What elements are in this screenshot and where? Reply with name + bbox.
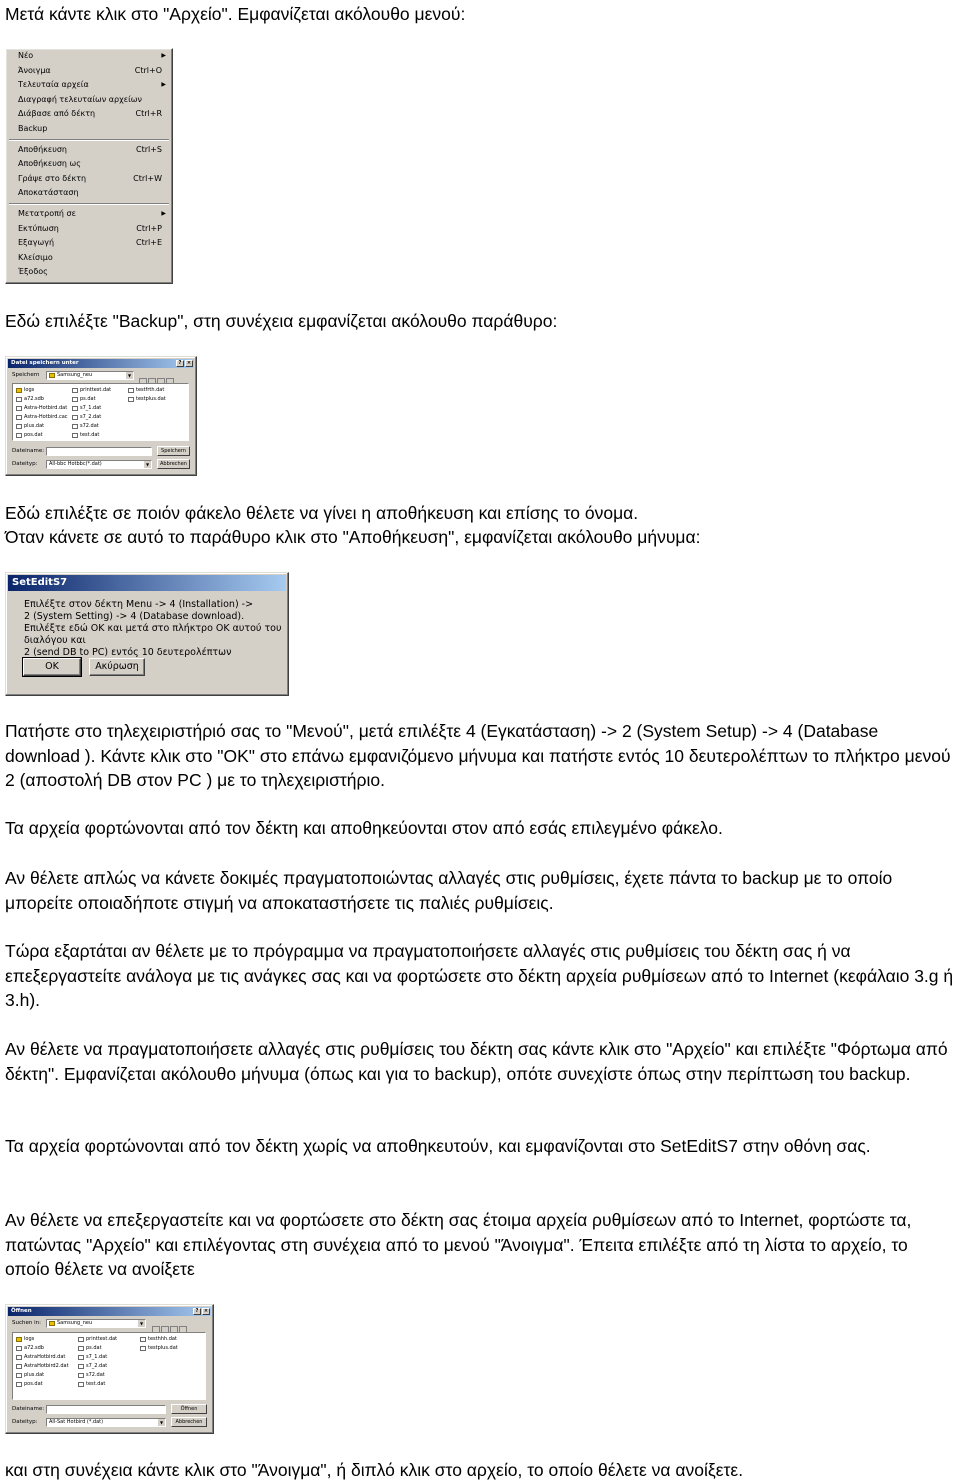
file-icon [16, 1364, 22, 1369]
paragraph-internet-files: Αν θέλετε να επεξεργαστείτε και να φορτώσετε στο δέκτη σας έτοιμα αρχεία ρυθμίσεων από το Internet, φορτώστε τα, πατώντας "Αρχείο" και επιλέγοντας στη συνέχεια από το μενού "Άνοιγμα". Έπειτα επιλέξτε από τη λίστα το αρχείο, το οποίο θέλετε να ανοίξετε [5, 1210, 912, 1279]
menu-item-label: Εξαγωγή [18, 238, 55, 248]
menu-item-label: Έξοδος [18, 267, 48, 277]
menu-item-label: Άνοιγμα [18, 65, 51, 75]
menu-item[interactable] [6, 207, 172, 222]
paragraph-choose-folder: Εδώ επιλέξτε σε ποιόν φάκελο θέλετε να γίνει η αποθήκευση και επίσης το όνομα. [5, 503, 639, 523]
paragraph-files-shown: Τα αρχεία φορτώνονται από τον δέκτη χωρίς να αποθηκευτούν, και εμφανίζονται στο SetEditS7 στην οθόνη σας. [5, 1136, 871, 1156]
file-item[interactable] [15, 422, 68, 431]
file-column [15, 386, 68, 440]
file-name: s72.dat [86, 1372, 105, 1378]
file-icon [16, 1382, 22, 1387]
file-name: testfrth.dat [136, 387, 165, 393]
file-item[interactable] [77, 1335, 117, 1344]
file-icon [16, 1373, 22, 1378]
message-box-title: SetEditS7 [12, 577, 68, 588]
folder-icon [16, 1337, 22, 1342]
submenu-arrow-icon: ▶ [161, 52, 166, 59]
menu-item[interactable] [6, 93, 172, 108]
file-icon [72, 433, 78, 438]
file-item[interactable] [77, 1380, 117, 1389]
menu-item-label: Διαγραφή τελευταίων αρχείων [18, 94, 142, 104]
file-icon [78, 1373, 84, 1378]
save-in-combo[interactable] [46, 371, 134, 380]
file-item[interactable] [77, 1362, 117, 1371]
file-name: Astra-Hotbird.cac [24, 414, 68, 420]
save-button[interactable]: Speichern [157, 446, 190, 456]
file-column [71, 386, 111, 440]
filename-label: Dateiname: [12, 448, 45, 454]
paragraph-files-loaded: Τα αρχεία φορτώνονται από τον δέκτη και αποθηκεύονται στον από εσάς επιλεγμένο φάκελο. [5, 818, 723, 838]
menu-item-label: Αποθήκευση [18, 144, 67, 154]
save-in-folder: Samsung_neu [57, 372, 93, 378]
close-icon[interactable]: × [186, 360, 192, 366]
file-item[interactable] [15, 395, 68, 404]
file-icon [16, 415, 22, 420]
file-icon [78, 1364, 84, 1369]
file-item[interactable] [77, 1371, 117, 1380]
menu-item[interactable] [6, 143, 172, 158]
file-name: AstraHotbird.dat [24, 1354, 66, 1360]
file-name: logs [24, 387, 35, 393]
file-icon [78, 1355, 84, 1360]
file-item[interactable] [127, 386, 166, 395]
file-item[interactable] [139, 1344, 178, 1353]
file-name: s7_1.dat [80, 405, 102, 411]
file-name: test.dat [80, 432, 100, 438]
help-icon[interactable]: ? [176, 360, 184, 367]
chevron-down-icon: ▼ [159, 1420, 164, 1425]
menu-item[interactable] [6, 222, 172, 237]
file-name: testplus.dat [136, 396, 166, 402]
file-name: AstraHotbird2.dat [24, 1363, 69, 1369]
file-item[interactable] [71, 431, 111, 440]
file-item[interactable] [15, 1362, 69, 1371]
open-dialog-titlebar [8, 1307, 211, 1316]
file-name: s7_2.dat [80, 414, 102, 420]
file-icon [16, 397, 22, 402]
menu-item-label: Εκτύπωση [18, 223, 59, 233]
filename-input[interactable] [46, 447, 152, 456]
file-name: logs [24, 1336, 35, 1342]
paragraph-backup: Εδώ επιλέξτε "Backup", στη συνέχεια εμφανίζεται ακόλουθο παράθυρο: [5, 311, 558, 331]
message-box-titlebar [8, 575, 286, 591]
file-name: test.dat [86, 1381, 106, 1387]
file-icon [16, 1346, 22, 1351]
chevron-down-icon: ▼ [145, 462, 150, 467]
file-item[interactable] [15, 1344, 69, 1353]
file-icon [78, 1337, 84, 1342]
menu-item-label: Αποκατάσταση [18, 188, 79, 198]
file-menu [5, 48, 173, 284]
submenu-arrow-icon: ▶ [161, 209, 166, 217]
save-file-list[interactable] [12, 383, 189, 441]
file-name: a72.sdb [24, 396, 44, 402]
menu-shortcut: Ctrl+E [136, 238, 162, 248]
look-in-folder: Samsung_neu [57, 1320, 93, 1326]
help-icon[interactable]: ? [193, 1308, 201, 1315]
cancel-button[interactable]: Abbrechen [171, 1417, 207, 1427]
file-name: ps.dat [86, 1345, 102, 1351]
menu-item-label: Διάβασε από δέκτη [18, 109, 96, 119]
menu-item[interactable] [6, 172, 172, 187]
file-item[interactable] [71, 422, 111, 431]
file-name: testplus.dat [148, 1345, 178, 1351]
file-item[interactable] [77, 1353, 117, 1362]
menu-item-label: Τελευταία αρχεία [18, 80, 89, 90]
file-item[interactable] [15, 386, 68, 395]
menu-item-label: Γράψε στο δέκτη [18, 173, 87, 183]
menu-shortcut: Ctrl+S [135, 144, 162, 154]
file-column [139, 1335, 178, 1353]
open-file-list[interactable] [12, 1332, 206, 1400]
file-icon [72, 397, 78, 402]
file-column [127, 386, 166, 404]
file-name: s7_2.dat [86, 1363, 108, 1369]
file-icon [140, 1346, 146, 1351]
paragraph-save-click: Όταν κάνετε σε αυτό το παράθυρο κλικ στο "Αποθήκευση", εμφανίζεται ακόλουθο μήνυμα: [5, 527, 701, 547]
file-name: Astra-Hotbird.dat [24, 405, 68, 411]
file-name: plus.dat [24, 423, 45, 429]
file-icon [16, 406, 22, 411]
filename-input[interactable] [46, 1405, 166, 1414]
file-item[interactable] [139, 1335, 178, 1344]
menu-item-label: Backup [18, 123, 48, 133]
folder-icon [16, 388, 22, 393]
file-item[interactable] [15, 1371, 69, 1380]
file-name: plus.dat [24, 1372, 45, 1378]
menu-item[interactable] [6, 49, 172, 64]
menu-item[interactable] [6, 236, 172, 251]
menu-shortcut: Ctrl+P [136, 223, 162, 233]
filetype-combo[interactable] [46, 1418, 166, 1427]
filetype-value: All-Sat Hotbird (*.dat) [49, 1419, 104, 1425]
save-in-label: Speichern [12, 372, 40, 378]
file-icon [128, 397, 134, 402]
file-name: pos.dat [24, 432, 43, 438]
file-icon [128, 388, 134, 393]
menu-shortcut: Ctrl+R [135, 109, 162, 119]
menu-item[interactable] [6, 251, 172, 266]
file-item[interactable] [71, 413, 111, 422]
open-dialog-title: Öffnen [11, 1308, 32, 1314]
menu-item-label: Κλείσιμο [18, 252, 53, 262]
message-line: 2 (send DB to PC) εντός 10 δευτερολέπτων [24, 647, 232, 658]
file-item[interactable] [15, 1335, 69, 1344]
file-item[interactable] [15, 1380, 69, 1389]
menu-item[interactable] [6, 122, 172, 137]
ok-button[interactable]: OK [23, 658, 81, 676]
menu-item[interactable] [6, 265, 172, 280]
file-icon [72, 406, 78, 411]
message-box [5, 572, 289, 696]
file-item[interactable] [15, 413, 68, 422]
message-text [24, 599, 288, 659]
paragraph-remote-instructions: Πατήστε στο τηλεχειριστήριό σας το "Μενού", μετά επιλέξτε 4 (Εγκατάσταση) -> 2 (System Setup) -> 4 (Database download ). Κάντε κλικ στο "OK" στο επάνω εμφανιζόμενο μήνυμα και πατήστε εντός 10 δευτερολέπτων το πλήκτρο μενού 2 (αποστολή DB στον PC ) με το τηλεχειριστήριο. [5, 721, 951, 790]
file-icon [78, 1382, 84, 1387]
cancel-button[interactable]: Ακύρωση [89, 658, 145, 676]
menu-item-label: Νέο [18, 51, 34, 60]
open-toolbar [152, 1319, 188, 1328]
menu-item[interactable] [6, 78, 172, 93]
file-icon [72, 424, 78, 429]
message-line: Επιλέξτε εδώ OK και μετά στο πλήκτρο OK αυτού του διαλόγου και [24, 623, 282, 646]
paragraph-open-final: και στη συνέχεια κάντε κλικ στο "Άνοιγμα", ή διπλό κλικ στο αρχείο, το οποίο θέλετε να ανοίξετε. [5, 1460, 744, 1480]
menu-item-label: Αποθήκευση ως [18, 159, 81, 169]
file-icon [72, 388, 78, 393]
folder-icon [49, 373, 55, 378]
chevron-down-icon: ▼ [139, 1321, 144, 1326]
file-name: testhhh.dat [148, 1336, 177, 1342]
file-name: printtest.dat [80, 387, 112, 393]
paragraph-intro: Μετά κάντε κλικ στο "Αρχείο". Εμφανίζεται ακόλουθο μενού: [5, 4, 466, 24]
file-item[interactable] [15, 1353, 69, 1362]
filetype-label: Dateityp: [12, 1419, 38, 1425]
file-name: ps.dat [80, 396, 96, 402]
open-dialog [5, 1304, 214, 1434]
file-item[interactable] [77, 1344, 117, 1353]
file-column [77, 1335, 117, 1389]
message-line: 2 (System Setting) -> 4 (Database download). [24, 611, 245, 622]
file-icon [16, 1355, 22, 1360]
file-icon [72, 415, 78, 420]
look-in-label: Suchen in: [12, 1320, 41, 1326]
folder-icon [49, 1321, 55, 1326]
paragraph-backup-note: Αν θέλετε απλώς να κάνετε δοκιμές πραγματοποιώντας αλλαγές στις ρυθμίσεις, έχετε πάντα το backup με το οποίο μπορείτε οποιαδήποτε στιγμή να αποκαταστήσετε τις παλιές ρυθμίσεις. [5, 868, 893, 913]
file-name: s7_1.dat [86, 1354, 108, 1360]
chevron-down-icon: ▼ [127, 373, 132, 378]
filename-label: Dateiname: [12, 1406, 45, 1412]
file-name: pos.dat [24, 1381, 43, 1387]
file-name: printtest.dat [86, 1336, 118, 1342]
menu-shortcut: Ctrl+W [133, 173, 162, 183]
message-line: Επιλέξτε στον δέκτη Menu -> 4 (Installation) -> [24, 599, 254, 610]
menu-item[interactable] [6, 107, 172, 122]
save-dialog-title: Datei speichern unter [11, 360, 79, 366]
close-icon[interactable]: × [203, 1308, 209, 1314]
save-toolbar [139, 371, 175, 380]
file-icon [78, 1346, 84, 1351]
file-item[interactable] [71, 404, 111, 413]
cancel-button[interactable]: Abbrechen [157, 459, 190, 469]
file-column [15, 1335, 69, 1389]
file-item[interactable] [127, 395, 166, 404]
menu-shortcut: Ctrl+O [134, 65, 162, 75]
menu-item[interactable] [6, 157, 172, 172]
filetype-combo[interactable] [46, 460, 152, 469]
submenu-arrow-icon: ▶ [161, 81, 166, 89]
file-item[interactable] [15, 404, 68, 413]
paragraph-load-from-receiver: Αν θέλετε να πραγματοποιήσετε αλλαγές στις ρυθμίσεις του δέκτη σας κάντε κλικ στο "Αρχείο" και επιλέξτε "Φόρτωμα από δέκτη". Εμφανίζεται ακόλουθο μήνυμα (όπως και για το backup), οπότε συνεχίστε όπως στην περίπτωση του backup. [5, 1039, 948, 1084]
file-name: a72.sdb [24, 1345, 44, 1351]
save-dialog-titlebar [8, 359, 194, 368]
file-icon [140, 1337, 146, 1342]
look-in-combo[interactable] [46, 1319, 146, 1328]
file-icon [16, 433, 22, 438]
file-item[interactable] [71, 395, 111, 404]
open-button[interactable]: Öffnen [171, 1404, 207, 1414]
menu-item-label: Μετατροπή σε [18, 208, 76, 218]
file-name: s72.dat [80, 423, 99, 429]
menu-item[interactable] [6, 64, 172, 79]
file-icon [16, 424, 22, 429]
filetype-label: Dateityp: [12, 461, 38, 467]
filetype-value: All-bbc Hotbbc(*.dat) [49, 461, 102, 467]
file-item[interactable] [15, 431, 68, 440]
save-dialog [5, 356, 197, 476]
file-item[interactable] [71, 386, 111, 395]
menu-item[interactable] [6, 186, 172, 201]
paragraph-options: Τώρα εξαρτάται αν θέλετε με το πρόγραμμα να πραγματοποιήσετε αλλαγές στις ρυθμίσεις του δέκτη σας ή να επεξεργαστείτε ανάλογα με τις ανάγκες σας και να φορτώσετε στο δέκτη αρχεία ρυθμίσεων από το Internet (κεφάλαιο 3.g ή 3.h). [5, 941, 954, 1010]
